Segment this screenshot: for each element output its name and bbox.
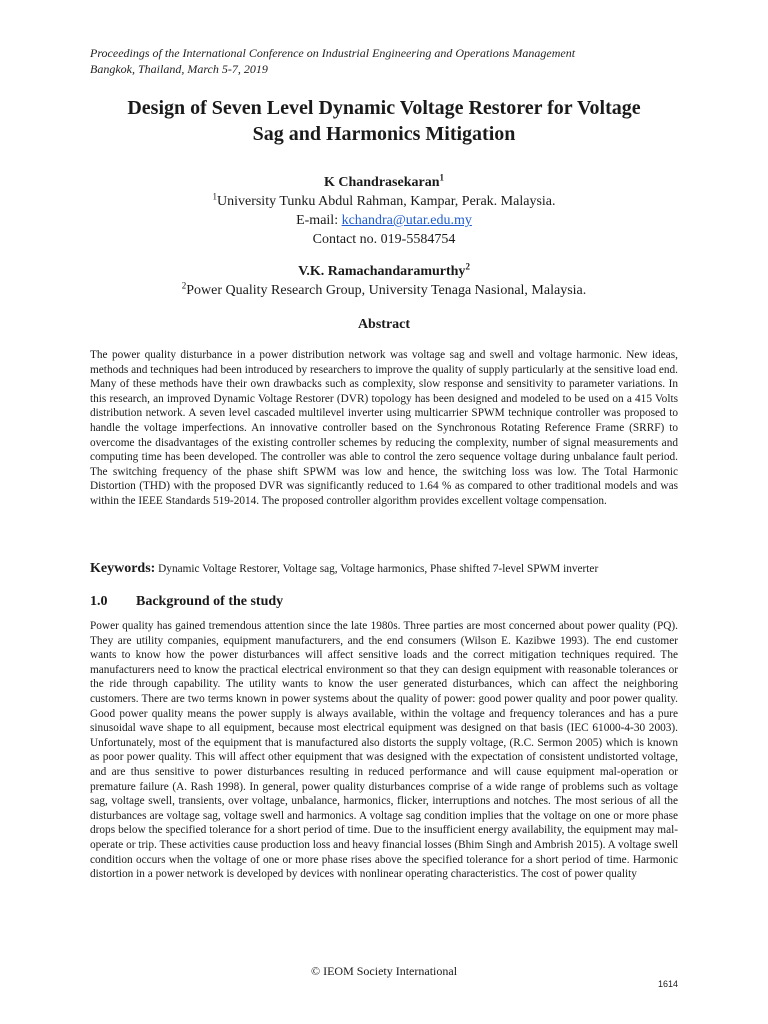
paper-title-line-2: Sag and Harmonics Mitigation xyxy=(252,123,516,145)
page-number: 1614 xyxy=(657,979,678,989)
author-1-contact: Contact no. 019-5584754 xyxy=(312,232,456,247)
keywords-label: Keywords: xyxy=(90,561,156,576)
author-1-superscript: 1 xyxy=(439,172,445,183)
section-heading xyxy=(90,593,678,611)
section-number: 1.0 xyxy=(90,594,108,609)
running-head xyxy=(90,45,678,77)
author-1-affiliation xyxy=(90,192,678,211)
keywords xyxy=(90,561,678,577)
author-name-2 xyxy=(90,262,678,281)
affiliation-1-text: University Tunku Abdul Rahman, Kampar, Perak. Malaysia. xyxy=(216,194,556,209)
abstract-text: The power quality disturbance in a power distribution network was voltage sag and swell and voltage harmonic. New ideas, methods and techniques had been introduced by researchers to improve the quality of supply particularly at the sensitive load end. Many of these methods have their own drawbacks such as complexity, slow response and sensitivity to parameter variations. In this research, an improved Dynamic Voltage Restorer (DVR) topology has been designed and modeled to be used on a 415 Volts distribution network. A seven level cascaded multilevel inverter using multicarrier SPWM technique controller was proposed to handle the voltage imperfections. An innovative controller based on the Synchronous Rotating Reference Frame (SRRF) to overcome the disadvantages of the existing controller schemes by reducing the complexity, number of signal measurements and computing time has been developed. The controller was able to control the zero sequence voltage during unbalance fault period. The switching frequency of the phase shift SPWM was low and hence, the switching loss was low. The Total Harmonic Distortion (THD) with the proposed DVR was significantly reduced to 1.64 % as compared to other traditional models and was within the IEEE Standards 519-2014. The proposed controller algorithm provides excellent voltage compensation. xyxy=(90,349,678,507)
author-2-superscript: 2 xyxy=(465,261,470,272)
affiliation-2-text: Power Quality Research Group, University Tenaga Nasional, Malaysia. xyxy=(186,283,587,298)
running-head-conference: Proceedings of the International Conference on Industrial Engineering and Operations Management xyxy=(90,46,576,60)
paper-title xyxy=(90,95,678,147)
email-link[interactable]: kchandra@utar.edu.my xyxy=(341,213,472,228)
author-name-1 xyxy=(90,173,678,192)
affiliation-2-superscript: 2 xyxy=(181,280,187,291)
section-title: Background of the study xyxy=(136,594,284,609)
author-2-affiliation xyxy=(90,281,678,300)
keywords-text: Dynamic Voltage Restorer, Voltage sag, Voltage harmonics, Phase shifted 7-level SPWM inverter xyxy=(155,563,599,575)
paper-title-line-1: Design of Seven Level Dynamic Voltage Restorer for Voltage xyxy=(127,97,641,119)
author-name-1-text: K Chandrasekaran xyxy=(323,175,440,190)
section-body-text: Power quality has gained tremendous attention since the late 1980s. Three parties are most concerned about power quality (PQ). They are utility companies, equipment manufacturers, and the end consumers (Wilson E. Kazibwe 1993). The end customer wants to know how the power disturbances will affect sensitive loads and the correct mitigation techniques required. The manufacturers need to know the practical electrical environment so that they can design equipment with reasonable tolerances or the ride through capability. The utility wants to know the user generated disturbances, which can affect the neighboring customers. There are two terms known in power systems about the quality of power: good power quality and poor power quality. Good power quality means the power supply is always available, within the voltage and frequency tolerances and has a pure sinusoidal wave shape to all equipment, because most electrical equipment was designed on that basis (IEC 61000-4-30 2003). Unfortunately, most of the equipment that is manufactured also distorts the supply voltage, (R.C. Sermon 2005) which is known as poor power quality. This will affect other equipment that was designed with the expectation of consistent undistorted voltage, and are thus sensitive to power disturbances resulting in reduced performance and will cause equipment mal-operation or premature failure (A. Rash 1998). In general, power quality disturbances comprise of a wide range of problems such as voltage sag, voltage swell, transients, over voltage, unbalance, harmonics, flicker, interruptions and notches. The most serious of all the disturbances are voltage sag, voltage swell and harmonics. A voltage sag condition implies that the voltage on one or more phase drops below the specified tolerance for a short period of time. Due to the insufficient energy availability, the equipment may mal-operate or trip. These activities cause production loss and heavy financial losses (Bhim Singh and Ambrish 2015). A voltage swell condition occurs when the voltage of one or more phase rises above the specified tolerance for a short period of time. Harmonic distortion in a power network is developed by devices with nonlinear operating characteristics. The cost of power quality xyxy=(90,620,678,881)
email-label: E-mail: xyxy=(296,213,342,228)
author-block-2 xyxy=(90,262,678,300)
footer-copyright: © IEOM Society International xyxy=(310,964,458,978)
author-block-1 xyxy=(90,173,678,249)
abstract-heading: Abstract xyxy=(357,317,411,332)
author-1-email-line xyxy=(90,211,678,230)
affiliation-1-superscript: 1 xyxy=(212,191,217,202)
author-name-2-text: V.K. Ramachandaramurthy xyxy=(298,264,466,279)
running-head-location: Bangkok, Thailand, March 5-7, 2019 xyxy=(90,62,268,76)
